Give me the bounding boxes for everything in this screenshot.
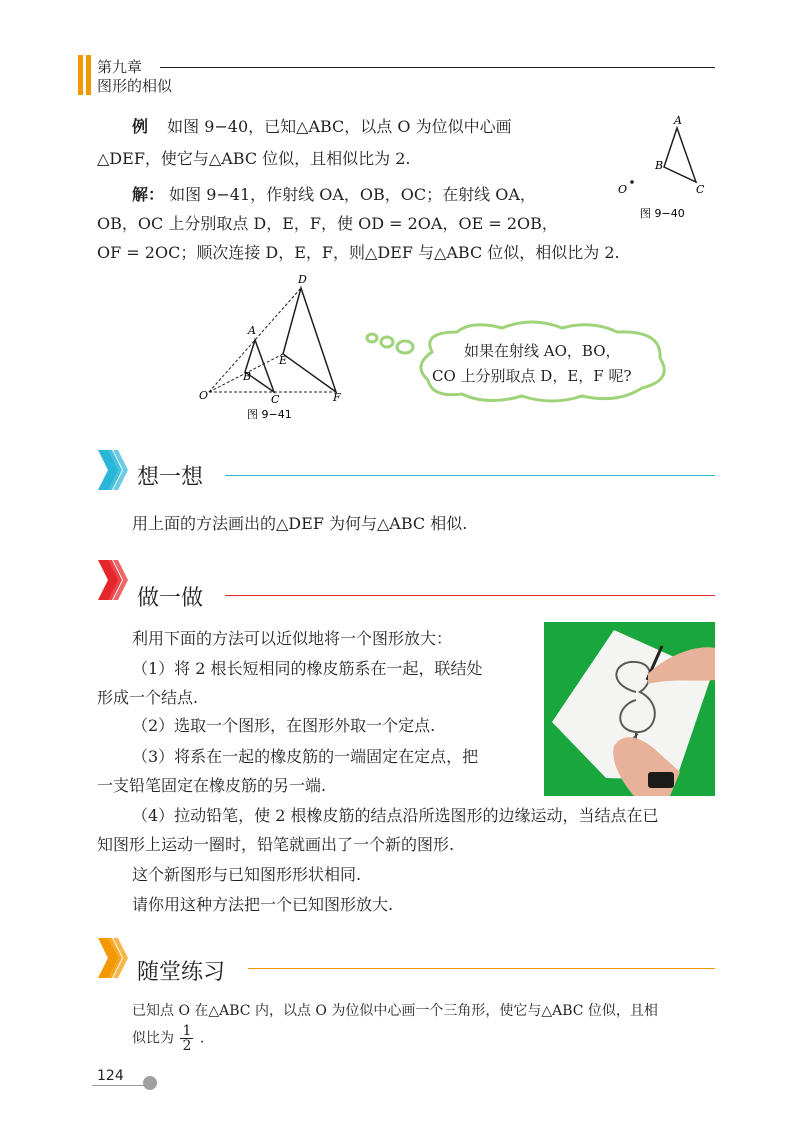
chevron-icon: [98, 938, 134, 978]
header-accent-bar: [86, 55, 91, 95]
example-text-1: 如图 9−40，已知△ABC，以点 O 为位似中心画: [167, 117, 512, 136]
solution-text-3: OF = 2OC；顺次连接 D，E，F，则△DEF 与△ABC 位似，相似比为 2.: [97, 243, 620, 262]
chapter-title: 图形的相似: [97, 77, 173, 95]
do-step-3a: （3）将系在一起的橡皮筋的一端固定在定点，把: [132, 747, 479, 766]
practice-text: 似比为: [132, 1030, 174, 1047]
bubble-text-1: 如果在射线 AO，BO，: [464, 342, 621, 360]
thought-bubble: [362, 318, 678, 404]
fraction-one-half: [180, 1024, 193, 1053]
section-title-think: 想一想: [137, 465, 204, 490]
rubber-band-drawing-photo: [544, 622, 715, 796]
solution-text-1: 如图 9−41，作射线 OA，OB，OC；在射线 OA，: [169, 185, 536, 204]
label-c: C: [271, 393, 280, 406]
label-o: O: [618, 183, 628, 196]
label-b: B: [655, 159, 664, 172]
header-rule: [160, 67, 715, 68]
example-text-2: △DEF，使它与△ABC 位似，且相似比为 2.: [97, 149, 411, 168]
header-accent-bar: [78, 55, 83, 95]
page-number-rule: [92, 1085, 144, 1086]
fraction-numerator: 1: [182, 1023, 192, 1039]
section-rule: [248, 968, 715, 969]
figure-caption: 图 9−41: [247, 408, 292, 421]
example-line-1: [132, 114, 512, 137]
do-step-1b: 形成一个结点.: [97, 688, 199, 707]
section-title-do: 做一做: [137, 586, 204, 611]
label-a: A: [248, 324, 256, 337]
do-line-a: 这个新图形与已知图形形状相同.: [132, 865, 362, 884]
solution-line-1: [132, 182, 536, 205]
label-f: F: [333, 391, 341, 404]
chevron-icon: [98, 450, 134, 490]
do-step-4b: 知图形上运动一圈时，铅笔就画出了一个新的图形.: [97, 835, 455, 854]
chevron-icon: [98, 560, 134, 600]
chapter-label: 第九章: [97, 58, 143, 76]
label-b: B: [243, 370, 252, 383]
think-text: 用上面的方法画出的△DEF 为何与△ABC 相似.: [132, 514, 468, 533]
practice-line-1: 已知点 O 在△ABC 内，以点 O 为位似中心画一个三角形，使它与△ABC 位似，且相: [132, 1003, 658, 1019]
figure-caption: 图 9−40: [640, 207, 685, 220]
section-title-practice: 随堂练习: [137, 960, 226, 985]
do-intro: 利用下面的方法可以近似地将一个图形放大：: [132, 629, 453, 648]
practice-period: .: [199, 1030, 205, 1047]
page-number-dot: [143, 1076, 157, 1090]
label-e: E: [279, 354, 288, 367]
practice-line-2: [132, 1024, 204, 1053]
do-step-1a: （1）将 2 根长短相同的橡皮筋系在一起，联结处: [132, 659, 483, 678]
page-number: 124: [97, 1068, 124, 1084]
figure-9-40: [610, 110, 720, 222]
triangle-abc: [664, 128, 696, 182]
do-step-2: （2）选取一个图形，在图形外取一个定点.: [132, 716, 436, 735]
label-o: O: [199, 389, 209, 402]
fraction-denominator: 2: [182, 1038, 192, 1054]
do-step-3b: 一支铅笔固定在橡皮筋的另一端.: [97, 776, 327, 795]
example-label: 例: [132, 117, 149, 136]
figure-9-41: [195, 268, 355, 426]
triangle-def: [283, 288, 336, 392]
solution-text-2: OB，OC 上分别取点 D，E，F，使 OD = 2OA，OE = 2OB，: [97, 214, 558, 233]
label-d: D: [298, 273, 307, 286]
do-step-4a: （4）拉动铅笔，使 2 根橡皮筋的结点沿所选图形的边缘运动，当结点在已: [132, 806, 659, 825]
do-line-b: 请你用这种方法把一个已知图形放大.: [132, 895, 394, 914]
point-o: [630, 180, 634, 184]
solution-label: 解：: [132, 185, 165, 204]
section-rule: [225, 475, 715, 476]
label-c: C: [696, 183, 705, 196]
bubble-text-2: CO 上分别取点 D，E，F 呢?: [432, 367, 632, 385]
label-a: A: [674, 114, 682, 127]
section-rule: [225, 595, 715, 596]
